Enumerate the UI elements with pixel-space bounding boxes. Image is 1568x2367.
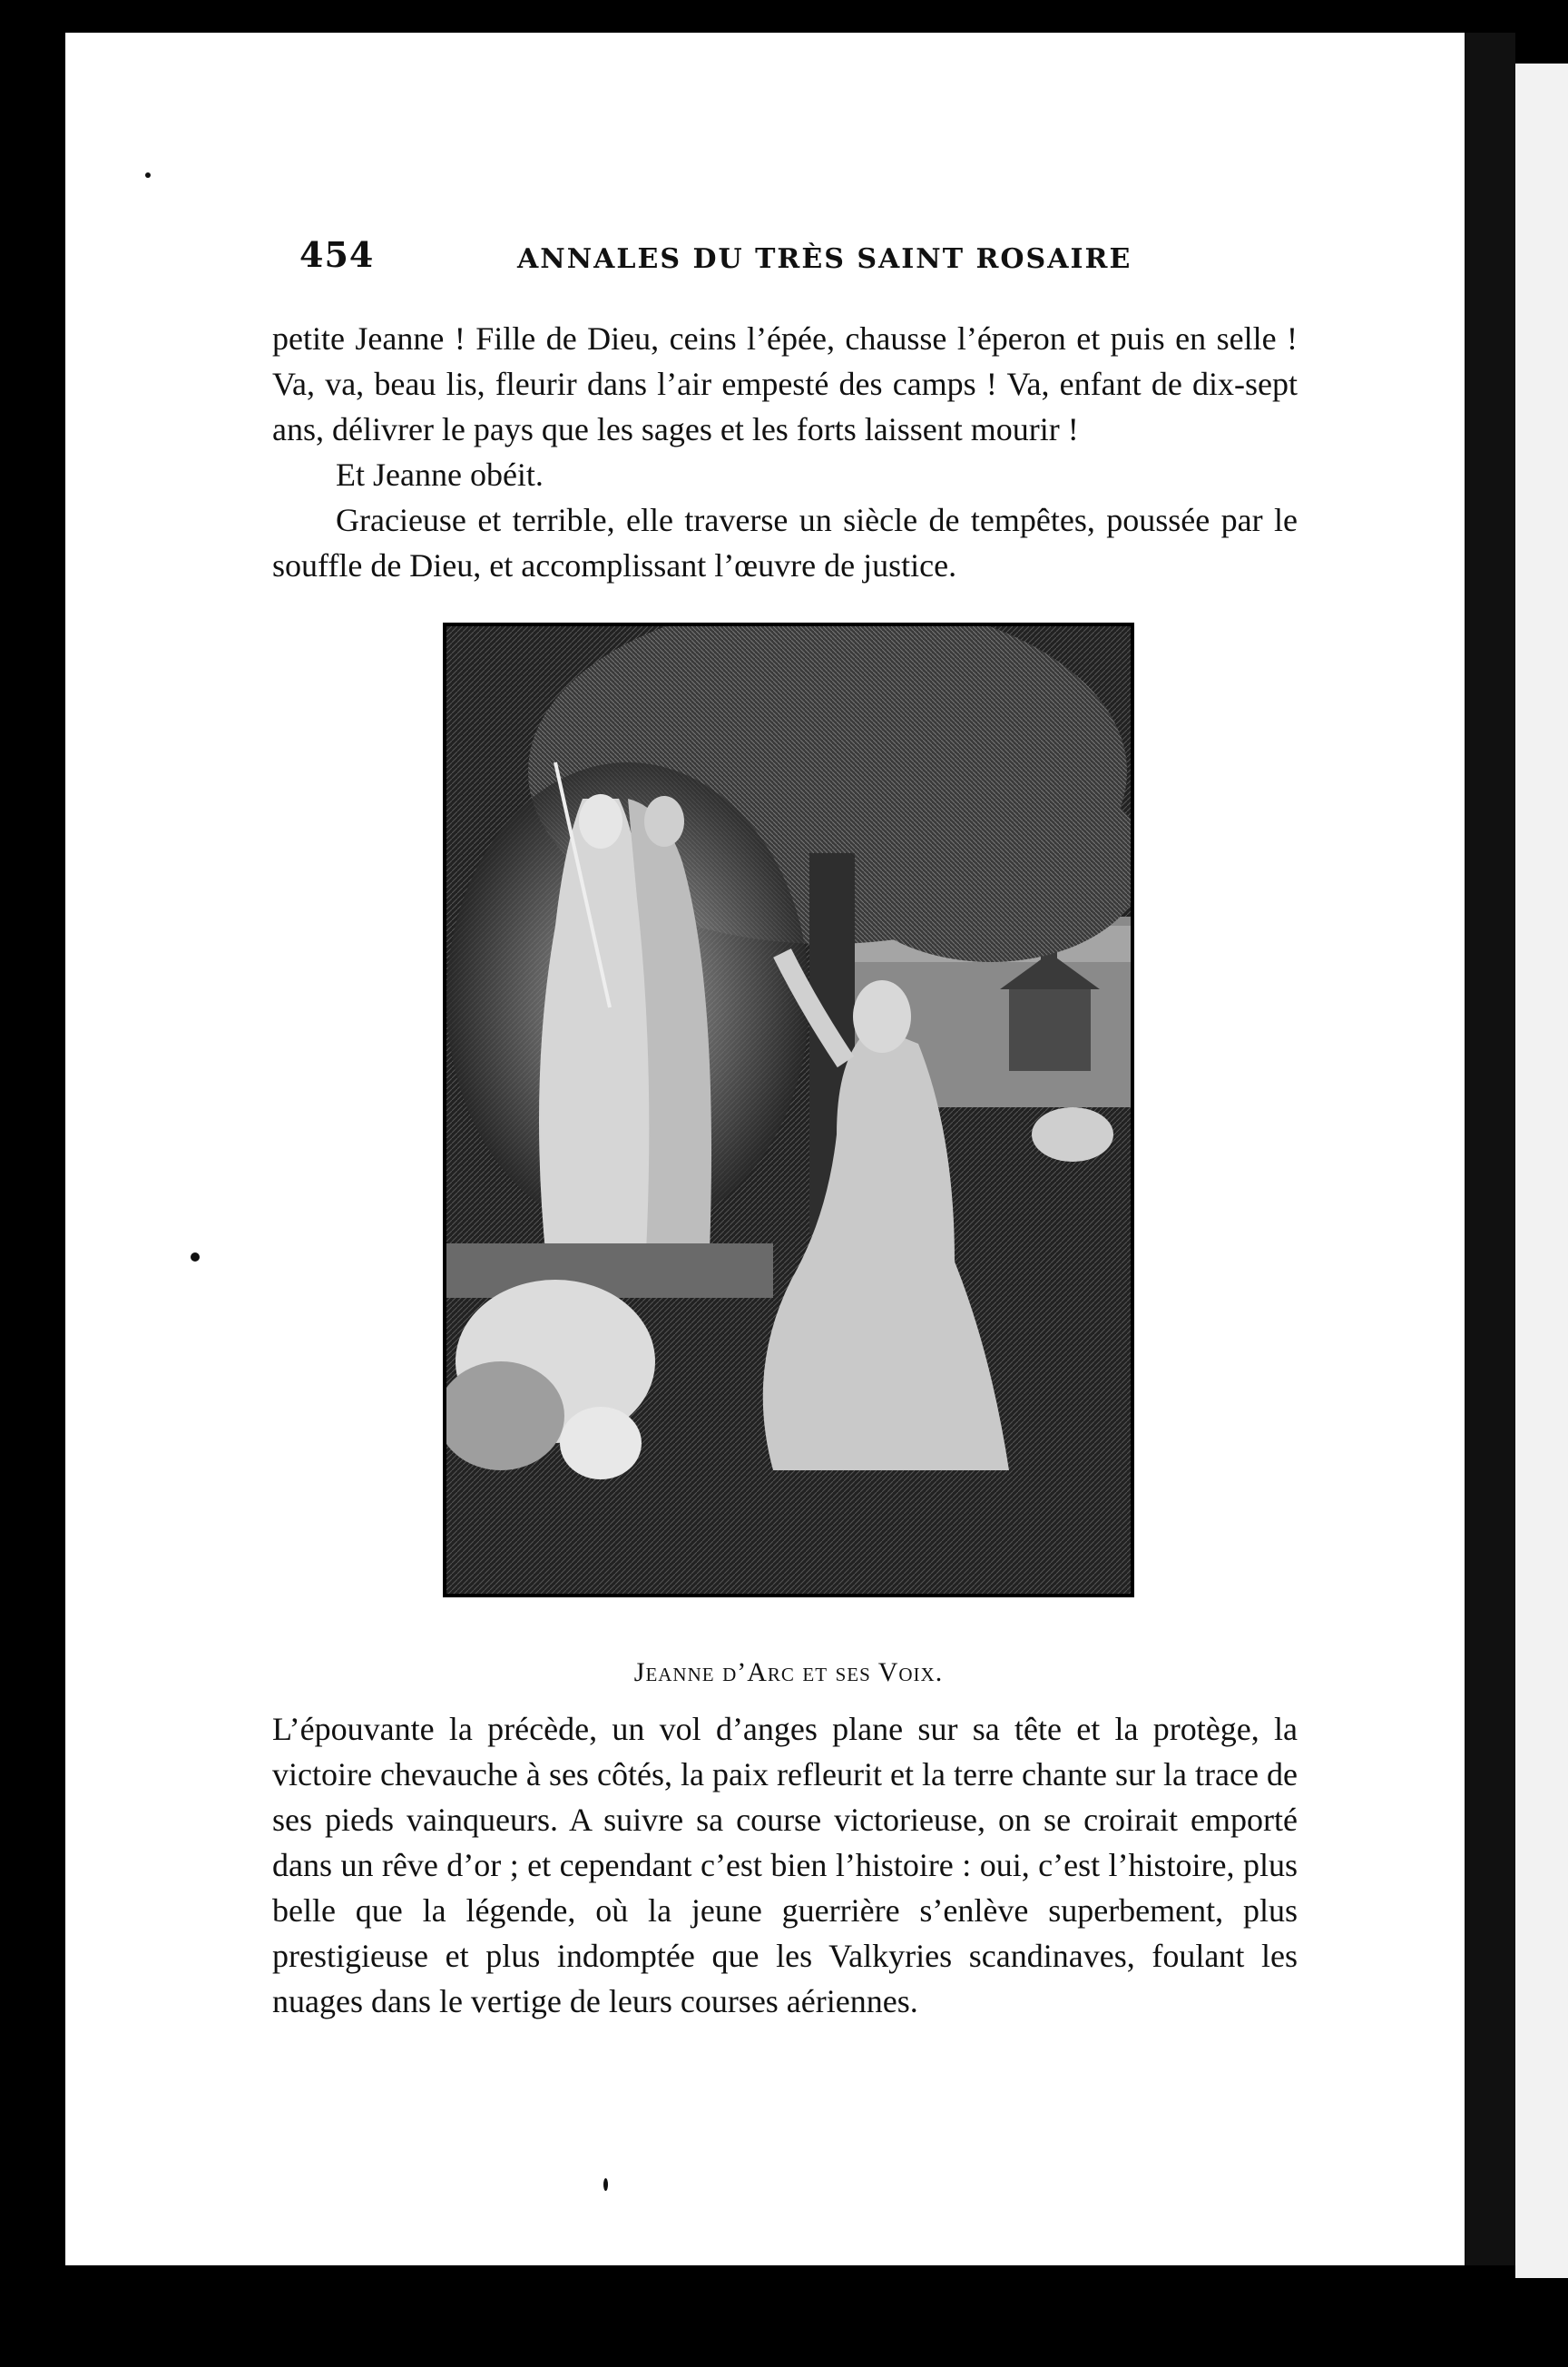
top-text-block bbox=[272, 316, 1298, 588]
journal-title: ANNALES DU TRÈS SAINT ROSAIRE bbox=[517, 243, 1132, 275]
print-speck bbox=[145, 172, 151, 178]
illustration-caption: Jeanne d’Arc et ses Voix. bbox=[633, 1657, 944, 1687]
paragraph-1: petite Jeanne ! Fille de Dieu, ceins l’épée, chausse l’éperon et puis en selle ! Va, va, beau lis, fleurir dans l’air empesté des camps ! Va, enfant de dix-sept ans, délivrer le pays que les sages et les forts laissent mourir ! bbox=[272, 320, 1298, 447]
print-speck bbox=[603, 2178, 608, 2191]
page-gutter-shadow bbox=[1465, 33, 1515, 2265]
paragraph-4: L’épouvante la précède, un vol d’anges plane sur sa tête et la protège, la victoire chevauche à ses côtés, la paix refleurit et la terre chante sur la trace de ses pieds vainqueurs. A suivre sa course victorieuse, on se croirait emporté dans un rêve d’or ; et cependant c’est bien l’histoire : oui, c’est l’histoire, plus belle que la légende, où la jeune guerrière s’enlève superbement, plus prestigieuse et plus indomptée que les Valkyries scandinaves, foulant les nuages dans le vertige de leurs courses aériennes. bbox=[272, 1711, 1298, 2019]
running-header bbox=[299, 234, 1298, 281]
engraving-image bbox=[446, 626, 1131, 1594]
adjacent-page-edge bbox=[1515, 64, 1568, 2278]
paragraph-2: Et Jeanne obéit. bbox=[336, 457, 544, 493]
print-speck bbox=[191, 1252, 200, 1262]
engraving-illustration bbox=[443, 623, 1134, 1597]
paragraph-3: Gracieuse et terrible, elle traverse un siècle de tempêtes, poussée par le souffle de Dieu, et accomplissant l’œuvre de justice. bbox=[272, 502, 1298, 584]
bottom-text-block bbox=[272, 1706, 1298, 2024]
page-number: 454 bbox=[299, 234, 375, 275]
